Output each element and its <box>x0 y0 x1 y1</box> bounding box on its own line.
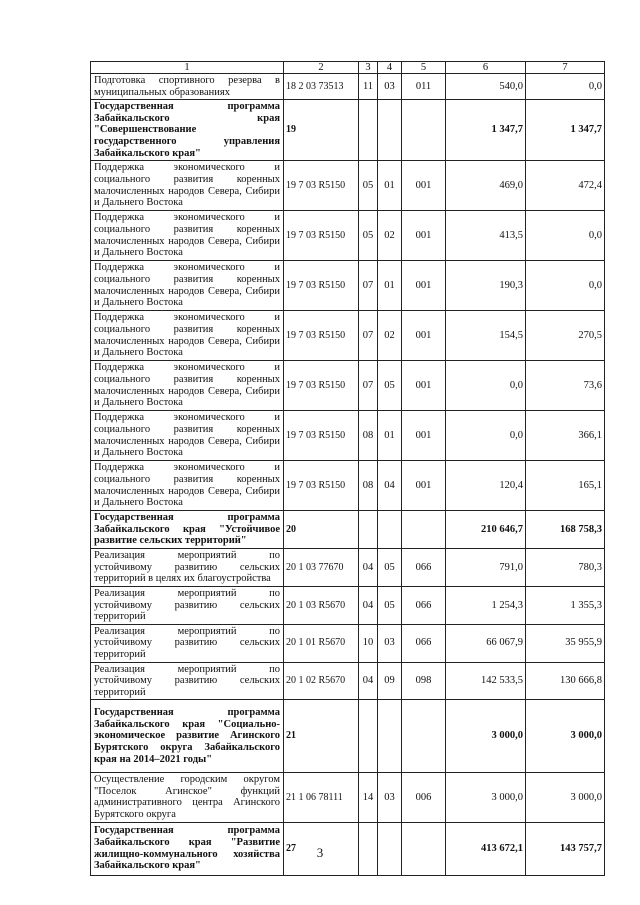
cell-code: 20 1 01 R5670 <box>284 624 359 662</box>
cell-c4 <box>378 700 402 773</box>
cell-c5: 001 <box>402 461 446 511</box>
cell-c5: 001 <box>402 361 446 411</box>
program-row <box>91 511 605 549</box>
cell-code: 19 7 03 R5150 <box>284 461 359 511</box>
table-row <box>91 549 605 587</box>
cell-c6: 0,0 <box>446 411 526 461</box>
cell-name: Поддержка экономического и социального развития коренных малочисленных народов Севера, Сибири и Дальнего Востока <box>91 211 284 261</box>
cell-name: Государственная программа Забайкальского края "Развитие жилищно-коммунального хозяйства Забайкальского края" <box>91 822 284 875</box>
cell-code: 21 <box>284 700 359 773</box>
header-cell: 2 <box>284 62 359 74</box>
cell-c4: 05 <box>378 549 402 587</box>
table-row <box>91 311 605 361</box>
cell-c7: 165,1 <box>526 461 605 511</box>
table-body <box>91 62 605 876</box>
cell-code: 18 2 03 73513 <box>284 74 359 100</box>
cell-c5: 066 <box>402 549 446 587</box>
header-cell: 5 <box>402 62 446 74</box>
cell-c5 <box>402 511 446 549</box>
cell-c3 <box>359 511 378 549</box>
cell-name: Поддержка экономического и социального развития коренных малочисленных народов Севера, Сибири и Дальнего Востока <box>91 261 284 311</box>
table-row <box>91 74 605 100</box>
cell-c7: 0,0 <box>526 211 605 261</box>
cell-c6: 154,5 <box>446 311 526 361</box>
cell-c4: 05 <box>378 361 402 411</box>
cell-code: 19 <box>284 100 359 161</box>
cell-name: Реализация мероприятий по устойчивому развитию сельских территорий <box>91 586 284 624</box>
cell-c4: 01 <box>378 411 402 461</box>
cell-c5: 001 <box>402 261 446 311</box>
header-cell: 7 <box>526 62 605 74</box>
program-row <box>91 700 605 773</box>
cell-c3: 05 <box>359 161 378 211</box>
page-number: 3 <box>316 845 324 860</box>
cell-c7: 472,4 <box>526 161 605 211</box>
cell-c6: 190,3 <box>446 261 526 311</box>
cell-c4: 03 <box>378 74 402 100</box>
cell-c5: 001 <box>402 411 446 461</box>
cell-name: Государственная программа Забайкальского края "Устойчивое развитие сельских территорий" <box>91 511 284 549</box>
cell-name: Реализация мероприятий по устойчивому развитию сельских территорий в целях их благоустройства <box>91 549 284 587</box>
cell-name: Поддержка экономического и социального развития коренных малочисленных народов Севера, Сибири и Дальнего Востока <box>91 361 284 411</box>
table-row <box>91 261 605 311</box>
cell-c5: 006 <box>402 773 446 822</box>
cell-c5: 001 <box>402 161 446 211</box>
cell-c6: 142 533,5 <box>446 662 526 700</box>
cell-c6: 413 672,1 <box>446 822 526 875</box>
cell-c7: 3 000,0 <box>526 773 605 822</box>
cell-code: 20 1 03 77670 <box>284 549 359 587</box>
cell-code: 21 1 06 78111 <box>284 773 359 822</box>
cell-name: Реализация мероприятий по устойчивому развитию сельских территорий <box>91 662 284 700</box>
cell-c7: 0,0 <box>526 261 605 311</box>
table-row <box>91 662 605 700</box>
cell-name: Поддержка экономического и социального развития коренных малочисленных народов Севера, Сибири и Дальнего Востока <box>91 311 284 361</box>
cell-code: 19 7 03 R5150 <box>284 211 359 261</box>
cell-c7: 1 355,3 <box>526 586 605 624</box>
cell-code: 19 7 03 R5150 <box>284 311 359 361</box>
cell-c4: 03 <box>378 624 402 662</box>
cell-c7: 366,1 <box>526 411 605 461</box>
header-row <box>91 62 605 74</box>
header-cell: 6 <box>446 62 526 74</box>
cell-c5 <box>402 700 446 773</box>
header-cell: 3 <box>359 62 378 74</box>
cell-code: 20 <box>284 511 359 549</box>
table-row <box>91 361 605 411</box>
cell-c4 <box>378 511 402 549</box>
cell-c6: 0,0 <box>446 361 526 411</box>
cell-name: Поддержка экономического и социального развития коренных малочисленных народов Севера, Сибири и Дальнего Востока <box>91 411 284 461</box>
cell-c4: 02 <box>378 311 402 361</box>
cell-name: Государственная программа Забайкальского края "Совершенствование государственного управления Забайкальского края" <box>91 100 284 161</box>
cell-code: 19 7 03 R5150 <box>284 161 359 211</box>
cell-c3: 04 <box>359 662 378 700</box>
cell-name: Осуществление городским округом "Поселок Агинское" функций административного центра Агинского Бурятского округа <box>91 773 284 822</box>
table-row <box>91 773 605 822</box>
cell-name: Поддержка экономического и социального развития коренных малочисленных народов Севера, Сибири и Дальнего Востока <box>91 161 284 211</box>
cell-c6: 3 000,0 <box>446 700 526 773</box>
cell-name: Подготовка спортивного резерва в муниципальных образованиях <box>91 74 284 100</box>
cell-c7: 1 347,7 <box>526 100 605 161</box>
program-row <box>91 100 605 161</box>
cell-c6: 413,5 <box>446 211 526 261</box>
cell-code: 20 1 02 R5670 <box>284 662 359 700</box>
cell-c6: 1 254,3 <box>446 586 526 624</box>
cell-c7: 143 757,7 <box>526 822 605 875</box>
cell-c6: 1 347,7 <box>446 100 526 161</box>
cell-code: 19 7 03 R5150 <box>284 361 359 411</box>
cell-c3: 08 <box>359 461 378 511</box>
cell-c4: 01 <box>378 161 402 211</box>
cell-c3: 07 <box>359 361 378 411</box>
cell-code: 19 7 03 R5150 <box>284 411 359 461</box>
cell-c7: 168 758,3 <box>526 511 605 549</box>
cell-code: 19 7 03 R5150 <box>284 261 359 311</box>
cell-c6: 469,0 <box>446 161 526 211</box>
cell-c5: 066 <box>402 586 446 624</box>
cell-c6: 540,0 <box>446 74 526 100</box>
cell-c5: 098 <box>402 662 446 700</box>
cell-c3: 08 <box>359 411 378 461</box>
cell-c6: 3 000,0 <box>446 773 526 822</box>
table-row <box>91 161 605 211</box>
header-cell: 4 <box>378 62 402 74</box>
cell-c6: 791,0 <box>446 549 526 587</box>
cell-c5: 001 <box>402 311 446 361</box>
cell-c3: 07 <box>359 311 378 361</box>
cell-c6: 66 067,9 <box>446 624 526 662</box>
cell-c3: 07 <box>359 261 378 311</box>
cell-c5: 001 <box>402 211 446 261</box>
table-row <box>91 461 605 511</box>
cell-c3: 10 <box>359 624 378 662</box>
cell-c4 <box>378 100 402 161</box>
cell-c4: 03 <box>378 773 402 822</box>
cell-c7: 780,3 <box>526 549 605 587</box>
cell-c7: 130 666,8 <box>526 662 605 700</box>
cell-name: Поддержка экономического и социального развития коренных малочисленных народов Севера, Сибири и Дальнего Востока <box>91 461 284 511</box>
header-cell: 1 <box>91 62 284 74</box>
cell-c3: 14 <box>359 773 378 822</box>
table-row <box>91 624 605 662</box>
cell-c7: 0,0 <box>526 74 605 100</box>
cell-c6: 210 646,7 <box>446 511 526 549</box>
cell-c7: 35 955,9 <box>526 624 605 662</box>
cell-c5: 011 <box>402 74 446 100</box>
table-row <box>91 411 605 461</box>
cell-name: Государственная программа Забайкальского края "Социально-экономическое развитие Агинского Бурятского округа Забайкальского края на 2014–2021 годы" <box>91 700 284 773</box>
cell-c4: 02 <box>378 211 402 261</box>
cell-c4: 05 <box>378 586 402 624</box>
table-row <box>91 211 605 261</box>
cell-c3: 04 <box>359 549 378 587</box>
cell-c4: 04 <box>378 461 402 511</box>
cell-c7: 73,6 <box>526 361 605 411</box>
budget-table <box>90 61 605 876</box>
cell-c5: 066 <box>402 624 446 662</box>
cell-code: 27 <box>284 822 359 875</box>
cell-name: Реализация мероприятий по устойчивому развитию сельских территорий <box>91 624 284 662</box>
cell-c3: 05 <box>359 211 378 261</box>
cell-c4: 09 <box>378 662 402 700</box>
table-row <box>91 586 605 624</box>
cell-c3 <box>359 700 378 773</box>
cell-c4: 01 <box>378 261 402 311</box>
cell-c7: 270,5 <box>526 311 605 361</box>
cell-c5 <box>402 100 446 161</box>
cell-c6: 120,4 <box>446 461 526 511</box>
cell-c3: 04 <box>359 586 378 624</box>
cell-c3: 11 <box>359 74 378 100</box>
cell-c7: 3 000,0 <box>526 700 605 773</box>
cell-code: 20 1 03 R5670 <box>284 586 359 624</box>
cell-c3 <box>359 100 378 161</box>
